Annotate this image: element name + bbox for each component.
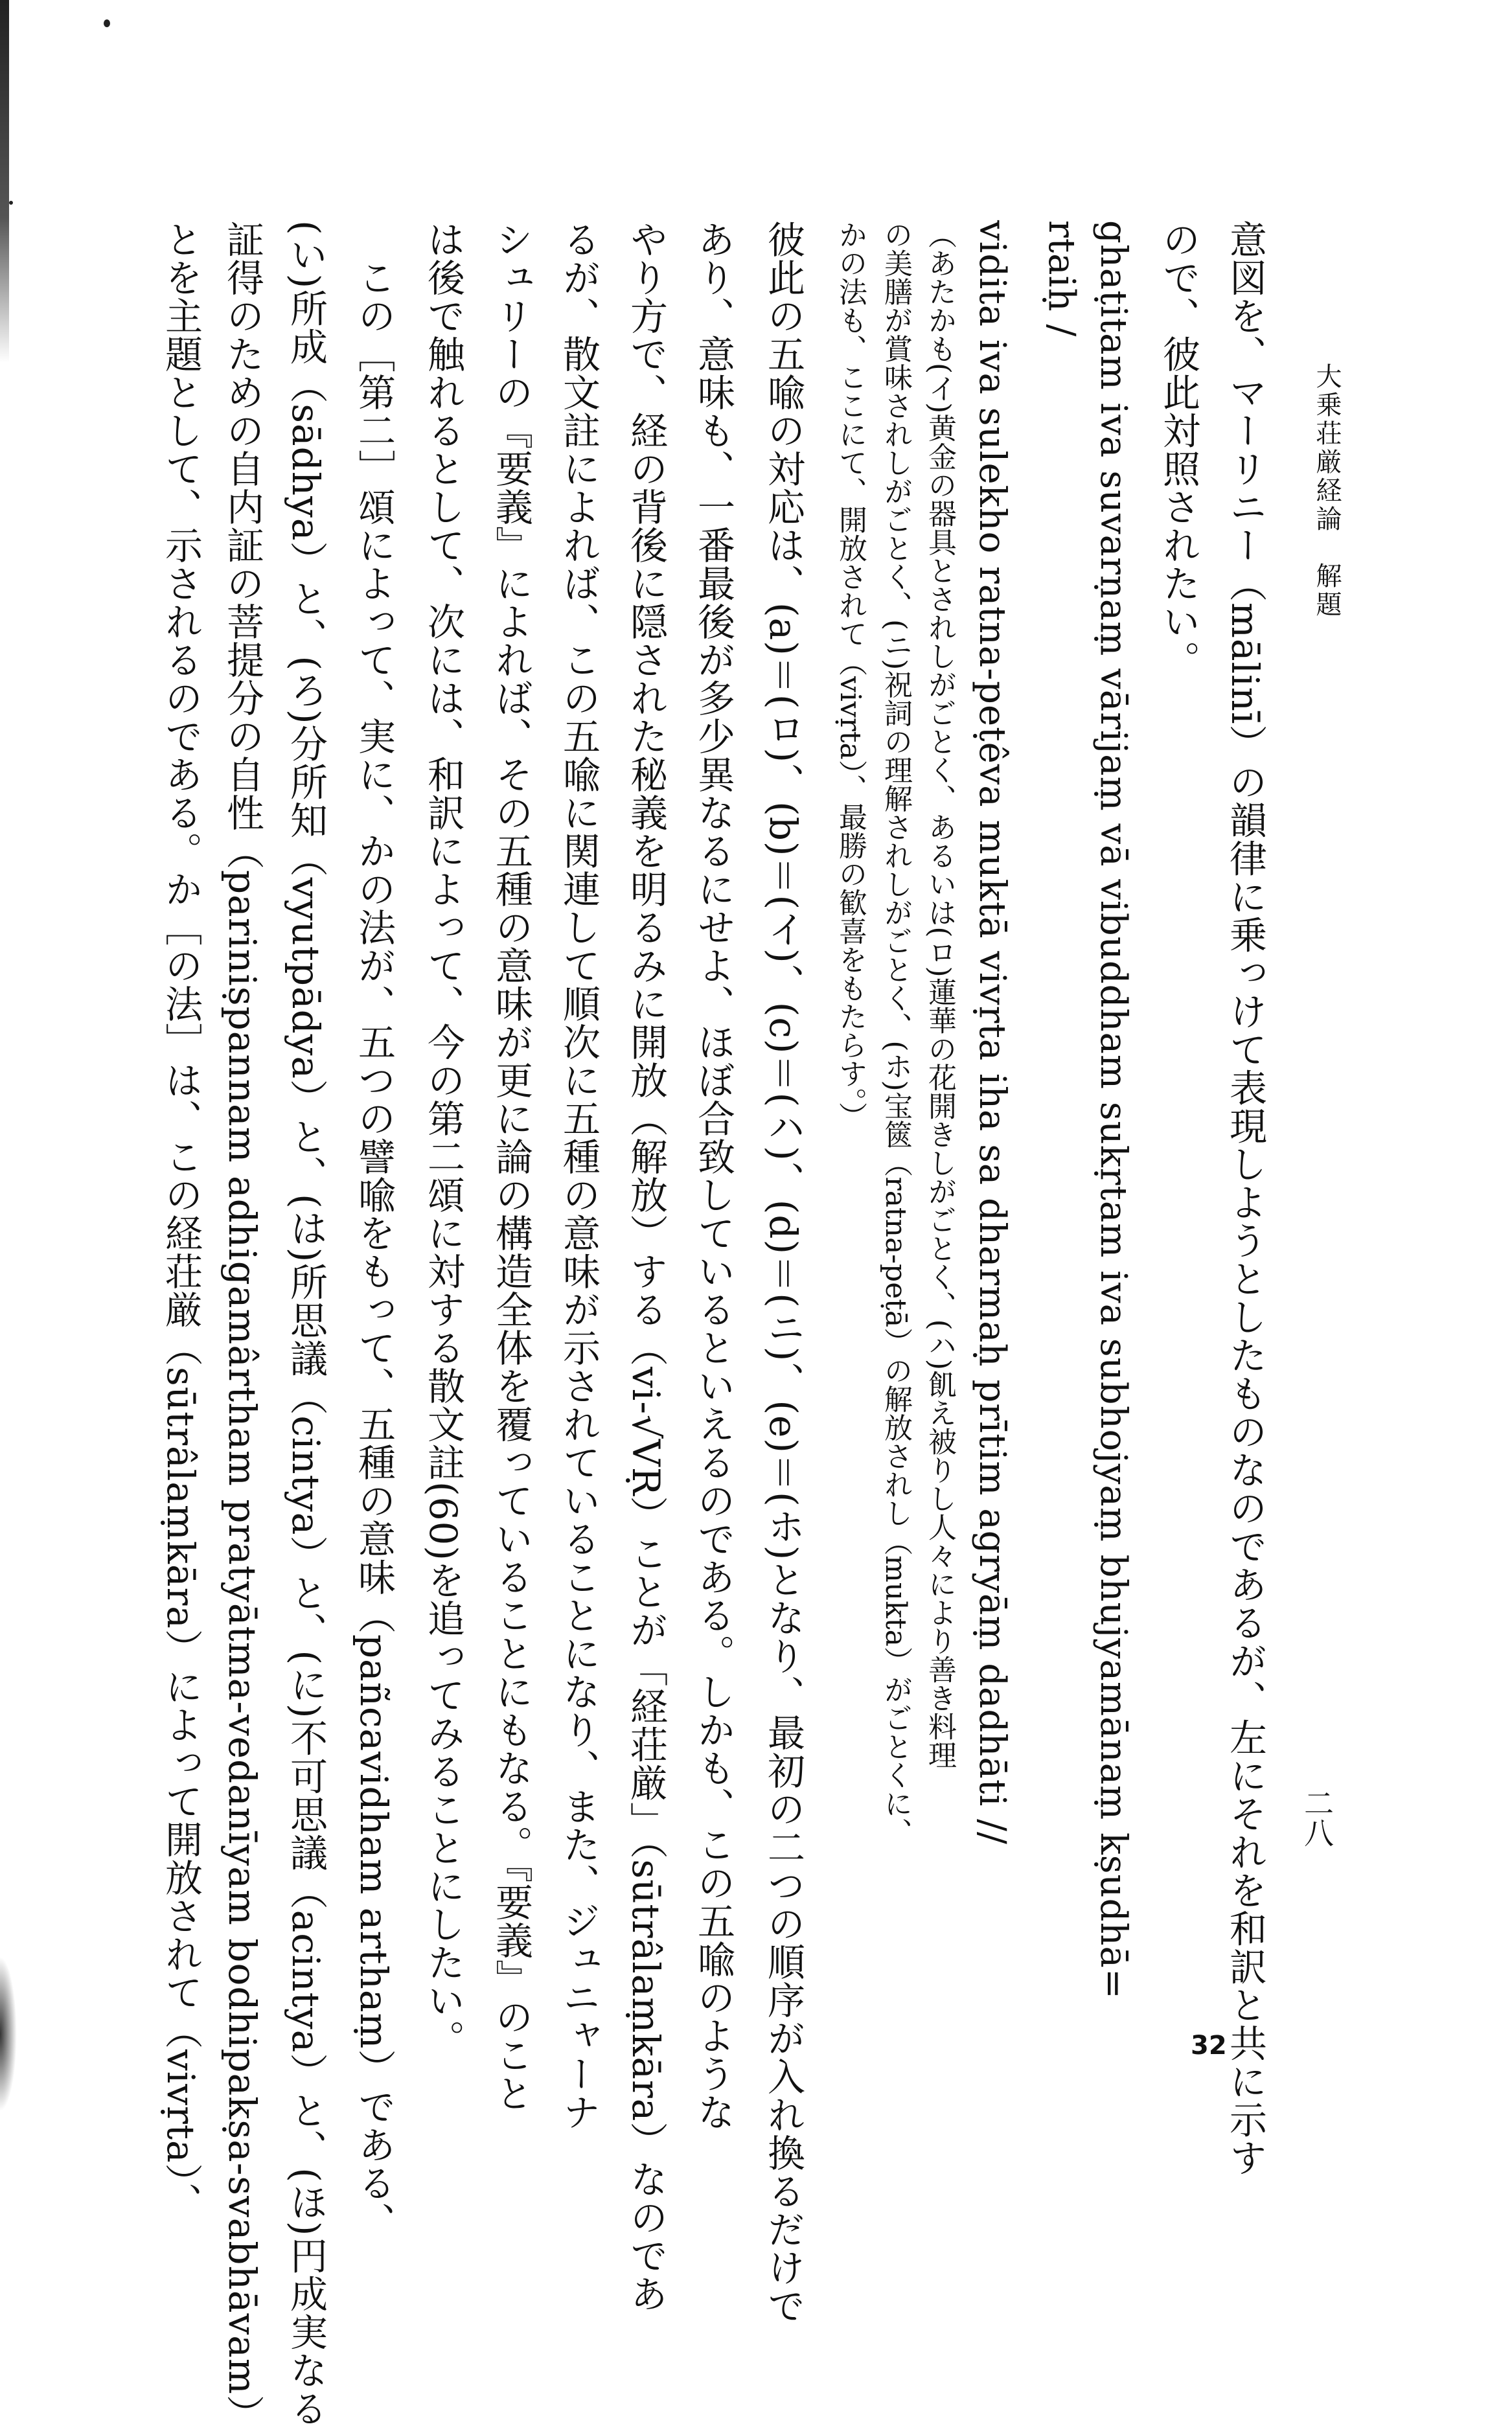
text-column: かの法も、ここにて、開放されて（vivṛta）、最勝の歓喜をもたらす。） <box>834 220 867 1130</box>
text-column: 証得のための自内証の菩提分の自性（pariniṣpannam adhigamârtham pratyātma-vedanīyam bodhipakṣa-svabhāvam） <box>220 220 264 2433</box>
page-number-kanji: 二八 <box>1300 1788 1334 1847</box>
text-column: るが、散文註によれば、この五喩に関連して順次に五種の意味が示されていることになり、また、ジュニャーナ <box>556 220 601 2131</box>
text-column: vidita iva sulekho ratna-peṭêva muktā vivṛta iha sa dharmaḥ prītim agryāṃ dadhāti // <box>971 220 1013 1845</box>
text-column: やり方で、経の背後に隠された秘義を明るみに開放（解放）する（vi-√VṚ）ことが「経荘厳」（sūtrâlaṃkāra）なのであ <box>624 220 668 2313</box>
text-column: ので、彼此対照されたい。 <box>1156 220 1200 679</box>
text-column: (い)所成（sādhya）と、(ろ)分所知（vyutpādya）と、(は)所思議（cintya）と、(に)不可思議（acintya）と、(ほ)円成実なる <box>284 220 328 2428</box>
text-column: シュリーの『要義』によれば、その五種の意味が更に論の構造全体を覆っていることにもなる。『要義』のこと <box>489 220 533 2112</box>
scan-edge-shadow-bottom <box>0 1956 17 2112</box>
text-column: ghaṭitam iva suvarṇaṃ vārijaṃ vā vibuddham sukṛtam iva subhojyaṃ bhujyamānaṃ kṣudhā= <box>1092 220 1134 2000</box>
scan-speck <box>104 19 110 27</box>
text-column: （あたかも(イ)黄金の器具とされしがごとく、あるいは(ロ)蓮華の花開きしがごとく、(ハ)飢え被りし人々により善き料理 <box>923 220 956 1769</box>
scan-edge-shadow <box>0 0 9 363</box>
text-column: とを主題として、示されるのである。か［の法］は、この経荘厳（sūtrâlaṃkāra）によって開放されて（vivṛta）、 <box>159 220 203 2221</box>
text-column: あり、意味も、一番最後が多少異なるにせよ、ほぼ合致しているといえるのである。しかも、この五喩のような <box>691 220 735 2131</box>
text-column: 彼此の五喩の対応は、(a)＝(ロ)、(b)＝(イ)、(c)＝(ハ)、(d)＝(ニ)、(e)＝(ホ)となり、最初の二つの順序が入れ換るだけで <box>761 220 805 2325</box>
text-column: 意図を、マーリニー（mālinī）の韻律に乗っけて表現しようとしたものなのであるが、左にそれを和訳と共に示す <box>1223 220 1267 2177</box>
page-number: 32 <box>1191 2031 1227 2061</box>
scan-speck <box>9 201 13 205</box>
text-column: は後で触れるとして、次には、和訳によって、今の第二頌に対する散文註(60)を追ってみることにしたい。 <box>421 220 465 2059</box>
text-column: の美膳が賞味されしがごとく、(ニ)祝詞の理解されしがごとく、(ホ)宝篋（ratna-peṭā）の解放されし（mukta）がごとくに、 <box>879 220 912 1846</box>
text-column: この［第二］頌によって、実に、かの法が、五つの譬喩をもって、五種の意味（pañcavidham arthaṃ）である、 <box>352 220 396 2241</box>
text-column: rtaiḥ / <box>1040 220 1082 337</box>
running-title: 大乗荘厳経論 解題 <box>1312 363 1342 619</box>
